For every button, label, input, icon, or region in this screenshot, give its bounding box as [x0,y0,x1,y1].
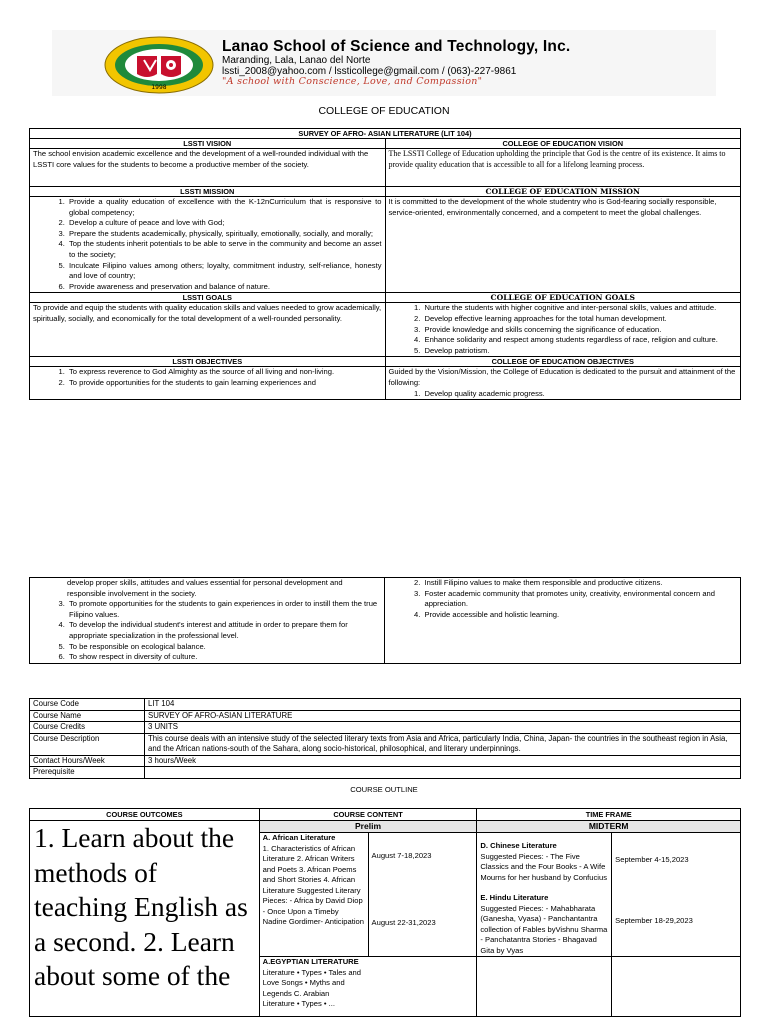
coe-objectives-list [389,389,738,400]
prelim-topic-egyptian [259,957,477,1017]
topic-heading: E. Hindu Literature [480,893,549,902]
list-item: 4. Provide accessible and holistic learning. [422,610,737,621]
list-item: 2. Develop effective learning approaches for the total human development. [423,314,738,325]
midterm-empty-cell [612,957,741,1017]
lssti-mission-cell [30,197,386,293]
course-credits-label: Course Credits [30,722,145,734]
coe-objectives-intro: Guided by the Vision/Mission, the College of Education is dedicated to the pursuit and attainment of the following: [388,367,736,387]
prerequisite-label: Prerequisite [30,767,145,779]
contact-hours-label: Contact Hours/Week [30,755,145,767]
list-item: 3. Prepare the students academically, physically, spiritually, emotionally, socially, and morally; [67,229,382,240]
lssti-objectives-cell [30,367,386,400]
list-item: 5. Develop patriotism. [423,346,738,357]
coe-goals-head: COLLEGE OF EDUCATION GOALS [385,293,741,303]
school-name: Lanao School of Science and Technology, Inc. [222,38,571,55]
table-row [30,710,741,722]
topic-heading: D. Chinese Literature [480,841,557,850]
lssti-mission-list [33,197,382,292]
course-description-value: This course deals with an intensive study of the selected literary texts from Asia and Africa, particularly India, China, Japan- the countries in the southeast region in Asia, and the African nations-south of the Sahara, along socio-historical, philosophical, and literary underpinnings. [145,733,741,755]
topic-heading: A.EGYPTIAN LITERATURE [262,957,359,966]
survey-title: SURVEY OF AFRO- ASIAN LITERATURE (LIT 104) [30,129,741,139]
list-item: 6. To show respect in diversity of culture. [67,652,381,663]
coe-objectives-cont-cell [385,578,741,664]
contact-hours-value: 3 hours/Week [145,755,741,767]
school-motto: "A school with Conscience, Love, and Compassion" [222,76,483,87]
lssti-objectives-list-cont [33,599,381,663]
list-item: 4. Top the students inherit potentials to be able to serve in the community and become an asset to the society; [67,239,382,260]
school-address-block [222,55,516,77]
coe-mission-text: It is committed to the development of the whole studentry who is God-fearing socially responsible, service-oriented, environmentally concerned, and a competent to meet the global challenges. [385,197,741,293]
col-course-outcomes: COURSE OUTCOMES [30,809,260,821]
table-row [30,755,741,767]
course-outcomes-text: 1. Learn about the methods of teaching English as a second. 2. Learn about some of the [30,821,260,1017]
course-description-label: Course Description [30,733,145,755]
list-item: 1. To express reverence to God Almighty as the source of all living and non-living. [67,367,382,378]
lssti-objectives-head: LSSTI OBJECTIVES [30,357,386,367]
coe-vision-head: COLLEGE OF EDUCATION VISION [385,139,741,149]
topic-text: 1. Characteristics of African Literature 2. African Writers and Poets 3. African Poems and Short Stories 4. African Literature Suggested Literary Pieces: - Africa by David Diop - Once Upon a Timeby Nadine Gordimer- Anticipation [262,843,364,926]
list-item: 1. Provide a quality education of excellence with the K-12nCurriculum that is responsive to global competency; [67,197,382,218]
school-seal-logo [104,36,214,94]
coe-objectives-list-cont [388,578,737,620]
coe-objectives-head: COLLEGE OF EDUCATION OBJECTIVES [385,357,741,367]
lssti-mission-head: LSSTI MISSION [30,187,386,197]
course-outline-title: COURSE OUTLINE [350,785,418,794]
lssti-goals-text: To provide and equip the students with quality education skills and values needed to grow academically, spiritually, socially, and economically for the total development of a well-rounded personality. [30,303,386,357]
school-contact: lssti_2008@yahoo.com / lssticollege@gmail.com / (063)-227-9861 [222,66,517,77]
table-row [30,733,741,755]
topic-heading: A. African Literature [262,833,336,842]
date-text: September 18-29,2023 [615,915,693,925]
topic-text: Literature • Types • Tales and Love Songs • Myths and Legends C. Arabian Literature • Types • ... [262,967,362,1008]
coe-mission-head: COLLEGE OF EDUCATION MISSION [385,187,741,197]
coe-goals-cell [385,303,741,357]
list-item: 3. Foster academic community that promotes unity, creativity, environmental concern and appreciation. [422,589,737,610]
course-info-table [29,698,741,779]
course-name-label: Course Name [30,710,145,722]
table-row [30,722,741,734]
course-code-label: Course Code [30,699,145,711]
list-item: 4. Enhance solidarity and respect among students regardless of race, religion and culture. [423,335,738,346]
prelim-label: Prelim [259,821,477,833]
vmgo-table [29,128,741,400]
date-text: August 22-31,2023 [371,917,436,927]
list-item: 1. Develop quality academic progress. [423,389,738,400]
date-text: August 7-18,2023 [371,851,432,860]
prelim-topic-african [259,833,368,957]
lssti-objectives-list [33,367,382,388]
list-item: 5. To be responsible on ecological balance. [67,642,381,653]
lssti-vision-text: The school envision academic excellence and the development of a well-rounded individual with the LSSTI core values for the students to become a productive member of the society. [30,149,386,187]
date-text: September 4-15,2023 [615,855,689,864]
list-item: 4. To develop the individual student's interest and attitude in order to prepare them for appropriate specialization in the professional level. [67,620,381,641]
table-row [30,767,741,779]
coe-objectives-cell [385,367,741,400]
col-course-content: COURSE CONTENT [259,809,477,821]
lssti-objectives-cont-text: develop proper skills, attitudes and values essential for personal development and responsible involvement in the society. [67,578,343,598]
topic-text: Suggested Pieces: - The Five Classics and the Four Books - A Wife Mourns for her husband by Confucius [480,851,608,882]
list-item: 2. Develop a culture of peace and love with God; [67,218,382,229]
midterm-topic-chinese [477,833,612,957]
list-item: 2. To provide opportunities for the students to gain learning experiences and [67,378,382,389]
col-time-frame: TIME FRAME [477,809,741,821]
lssti-goals-head: LSSTI GOALS [30,293,386,303]
svg-text:1998: 1998 [151,84,167,91]
course-credits-value: 3 UNITS [145,722,741,734]
objectives-continuation-table [29,577,741,664]
prelim-date-1 [368,833,477,957]
topic-text: Suggested Pieces: - Mahabharata (Ganesha, Vyasa) - Panchantantra collection of Fables byVishnu Sharma - Panchatantra Stories - Bhagavad Gita by Vyas [480,903,608,955]
school-address: Maranding, Lala, Lanao del Norte [222,55,371,66]
course-outline-table [29,808,741,1017]
list-item: 5. Inculcate Filipino values among others; loyalty, commitment industry, self-reliance, honesty and love of country; [67,261,382,282]
lssti-objectives-cont-cell [30,578,385,664]
course-name-value: SURVEY OF AFRO-ASIAN LITERATURE [145,710,741,722]
midterm-label: MIDTERM [477,821,741,833]
prerequisite-value [145,767,741,779]
list-item: 2. Instill Filipino values to make them responsible and productive citizens. [422,578,737,589]
lssti-vision-head: LSSTI VISION [30,139,386,149]
coe-vision-text: The LSSTI College of Education upholding the principle that God is the centre of its existence. It aims to provide quality education that is accessible to all for a lifelong learning process. [385,149,741,187]
list-item: 3. Provide knowledge and skills concerning the significance of education. [423,325,738,336]
college-title: COLLEGE OF EDUCATION [318,105,450,117]
midterm-dates [612,833,741,957]
list-item: 1. Nurture the students with higher cognitive and inter-personal skills, values and attitude. [423,303,738,314]
coe-goals-list [389,303,738,356]
list-item: 6. Provide awareness and preservation and balance of nature. [67,282,382,293]
list-item: 3. To promote opportunities for the students to gain experiences in order to instill them the true Filipino values. [67,599,381,620]
table-row [30,699,741,711]
course-code-value: LIT 104 [145,699,741,711]
midterm-empty-cell [477,957,612,1017]
